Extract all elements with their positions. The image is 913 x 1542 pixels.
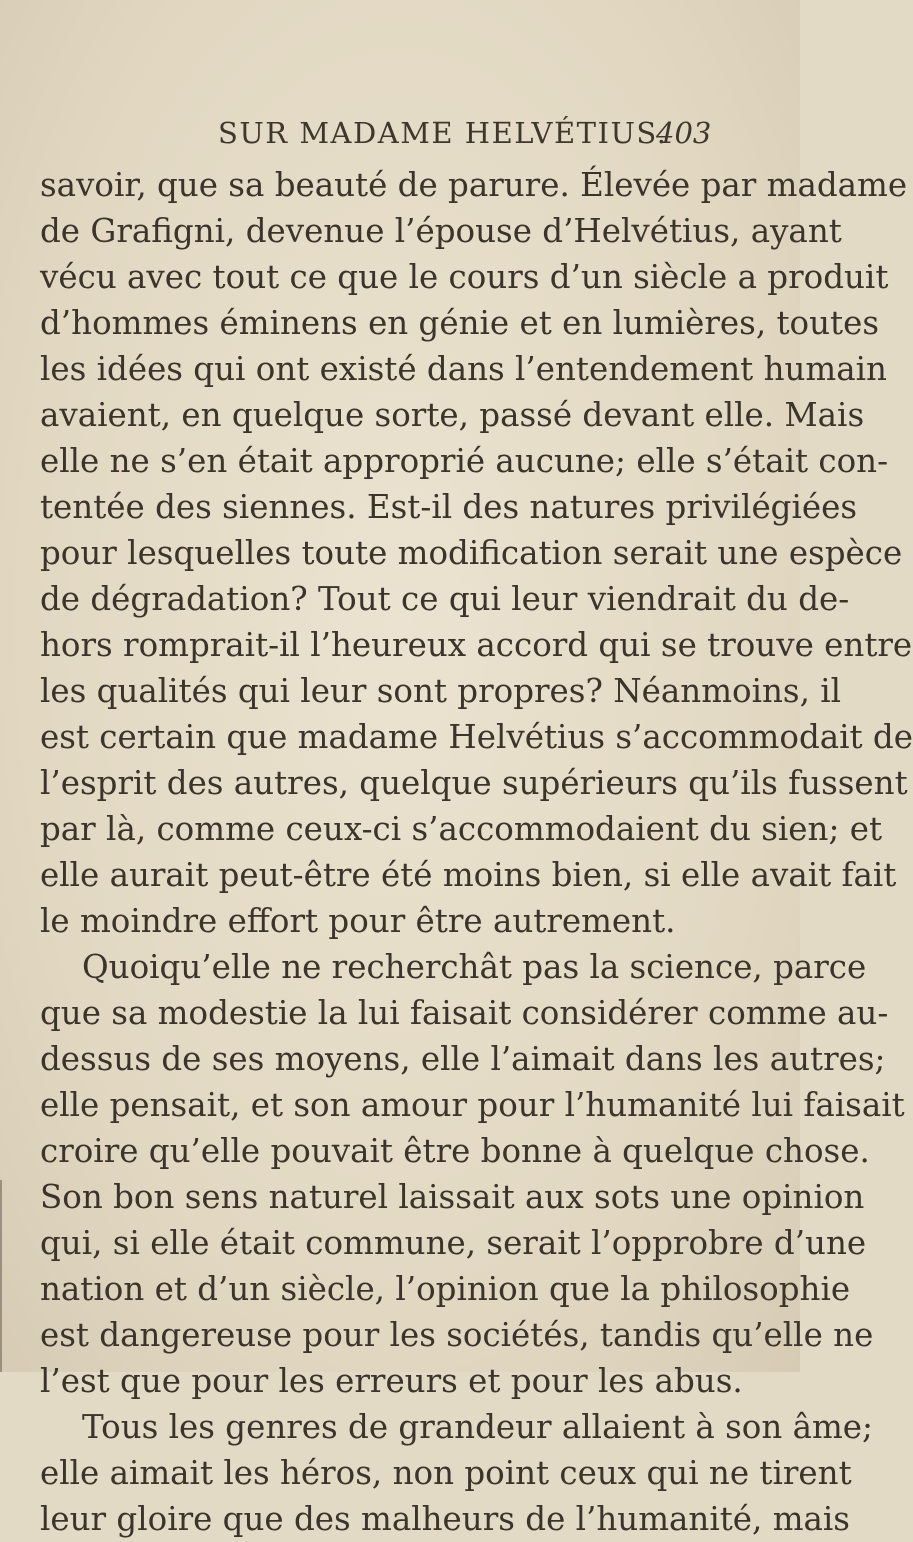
text-line: elle aimait les héros, non point ceux qui ne tirent <box>40 1454 852 1492</box>
text-line: l’esprit des autres, quelque supérieurs qu’ils fussent <box>40 764 908 802</box>
text-line: d’hommes éminens en génie et en lumières, toutes <box>40 304 880 342</box>
text-line-paragraph-end: le moindre effort pour être autrement. <box>40 902 676 940</box>
body-text <box>40 162 913 1542</box>
text-line: que sa modestie la lui faisait considérer comme au- <box>40 994 889 1032</box>
text-line: de dégradation? Tout ce qui leur viendrait du de- <box>40 580 850 618</box>
text-line-paragraph-start: Quoiqu’elle ne recherchât pas la science, parce <box>82 948 867 986</box>
text-line: savoir, que sa beauté de parure. Élevée par madame <box>40 166 908 204</box>
text-line: est dangereuse pour les sociétés, tandis qu’elle ne <box>40 1316 874 1354</box>
page-number: 403 <box>656 116 712 150</box>
text-line: elle ne s’en était approprié aucune; elle s’était con- <box>40 442 889 480</box>
text-line: vécu avec tout ce que le cours d’un siècle a produit <box>40 258 889 296</box>
page-edge-shadow <box>0 1180 2 1372</box>
running-title: SUR MADAME HELVÉTIUS. <box>218 116 668 150</box>
text-line: nation et d’un siècle, l’opinion que la philosophie <box>40 1270 851 1308</box>
text-line: dessus de ses moyens, elle l’aimait dans les autres; <box>40 1040 886 1078</box>
text-line: hors romprait-il l’heureux accord qui se trouve entre <box>40 626 913 664</box>
text-line: pour lesquelles toute modification serait une espèce <box>40 534 903 572</box>
text-line: est certain que madame Helvétius s’accommodait de <box>40 718 913 756</box>
text-line: croire qu’elle pouvait être bonne à quelque chose. <box>40 1132 870 1170</box>
text-line: qui, si elle était commune, serait l’opprobre d’une <box>40 1224 867 1262</box>
text-line: par là, comme ceux-ci s’accommodaient du sien; et <box>40 810 883 848</box>
text-line: les idées qui ont existé dans l’entendement humain <box>40 350 887 388</box>
text-line: leur gloire que des malheurs de l’humanité, mais <box>40 1500 850 1538</box>
text-line: elle pensait, et son amour pour l’humanité lui faisait <box>40 1086 905 1124</box>
text-line: les qualités qui leur sont propres? Néanmoins, il <box>40 672 842 710</box>
text-line: de Grafigni, devenue l’épouse d’Helvétius, ayant <box>40 212 842 250</box>
text-line-paragraph-end: l’est que pour les erreurs et pour les abus. <box>40 1362 743 1400</box>
page-header <box>0 116 800 156</box>
text-line-paragraph-start: Tous les genres de grandeur allaient à son âme; <box>82 1408 873 1446</box>
text-line: Son bon sens naturel laissait aux sots une opinion <box>40 1178 865 1216</box>
text-line: elle aurait peut-être été moins bien, si elle avait fait <box>40 856 897 894</box>
text-line: avaient, en quelque sorte, passé devant elle. Mais <box>40 396 865 434</box>
text-line: tentée des siennes. Est-il des natures privilégiées <box>40 488 858 526</box>
